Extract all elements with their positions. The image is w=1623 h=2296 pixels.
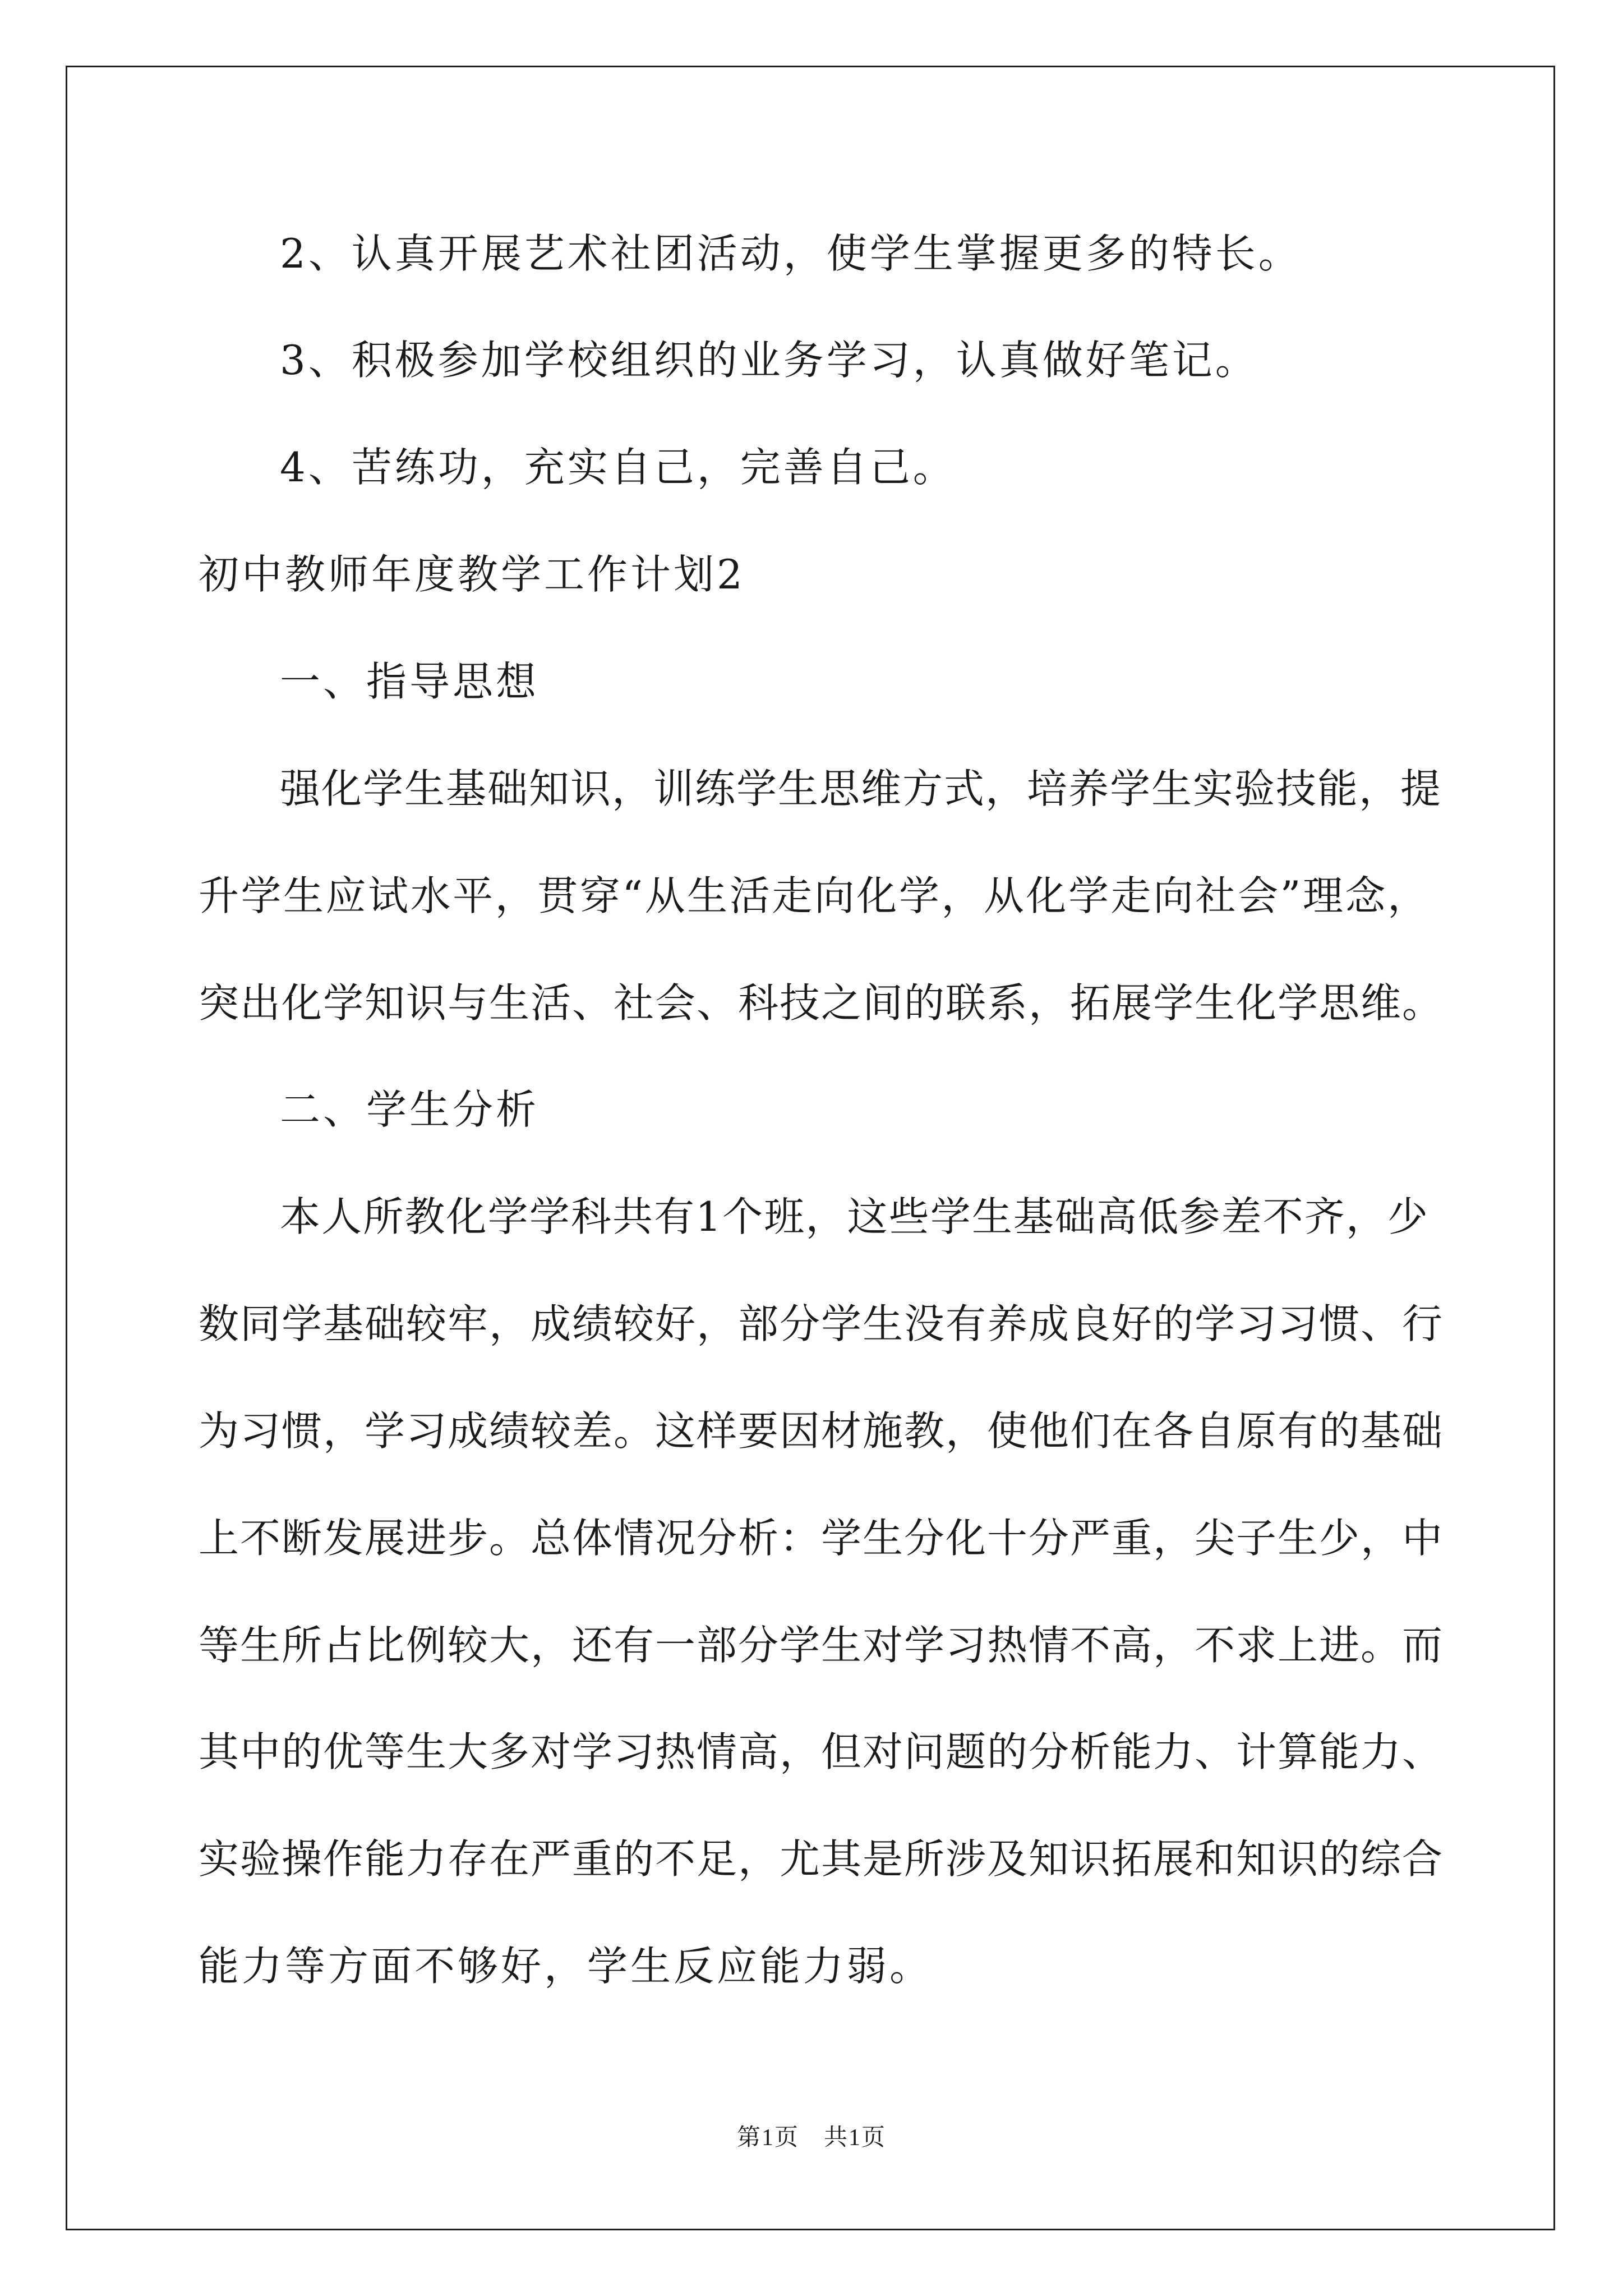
section-title: 初中教师年度教学工作计划2 xyxy=(199,551,745,598)
list-item: 3、积极参加学校组织的业务学习，认真做好笔记。 xyxy=(280,337,1258,384)
paragraph-line: 为习惯，学习成绩较差。这样要因材施教，使他们在各自原有的基础 xyxy=(199,1407,1444,1455)
paragraph-line: 本人所教化学学科共有1个班，这些学生基础高低参差不齐，少 xyxy=(280,1193,1429,1240)
paragraph-line: 实验操作能力存在严重的不足，尤其是所涉及知识拓展和知识的综合 xyxy=(199,1835,1444,1883)
paragraph-line: 上不断发展进步。总体情况分析：学生分化十分严重，尖子生少，中 xyxy=(199,1515,1444,1562)
paragraph-line: 突出化学知识与生活、社会、科技之间的联系，拓展学生化学思维。 xyxy=(199,979,1444,1027)
page-border xyxy=(66,66,1555,2230)
page-number-footer: 第1页 共1页 xyxy=(736,2125,886,2151)
paragraph-line: 等生所占比例较大，还有一部分学生对学习热情不高，不求上进。而 xyxy=(199,1622,1444,1669)
paragraph-line: 数同学基础较牢，成绩较好，部分学生没有养成良好的学习习惯、行 xyxy=(199,1300,1444,1347)
list-item: 2、认真开展艺术社团活动，使学生掌握更多的特长。 xyxy=(280,230,1302,277)
heading-student-analysis: 二、学生分析 xyxy=(280,1086,540,1133)
paragraph-line: 能力等方面不够好，学生反应能力弱。 xyxy=(199,1943,933,1990)
paragraph-line: 其中的优等生大多对学习热情高，但对问题的分析能力、计算能力、 xyxy=(199,1728,1444,1775)
list-item: 4、苦练功，充实自己，完善自己。 xyxy=(280,444,956,491)
heading-guiding-principles: 一、指导思想 xyxy=(280,658,540,705)
paragraph-line: 强化学生基础知识，训练学生思维方式，培养学生实验技能，提 xyxy=(280,765,1442,812)
paragraph-line: 升学生应试水平，贯穿“从生活走向化学，从化学走向社会”理念， xyxy=(199,872,1429,919)
